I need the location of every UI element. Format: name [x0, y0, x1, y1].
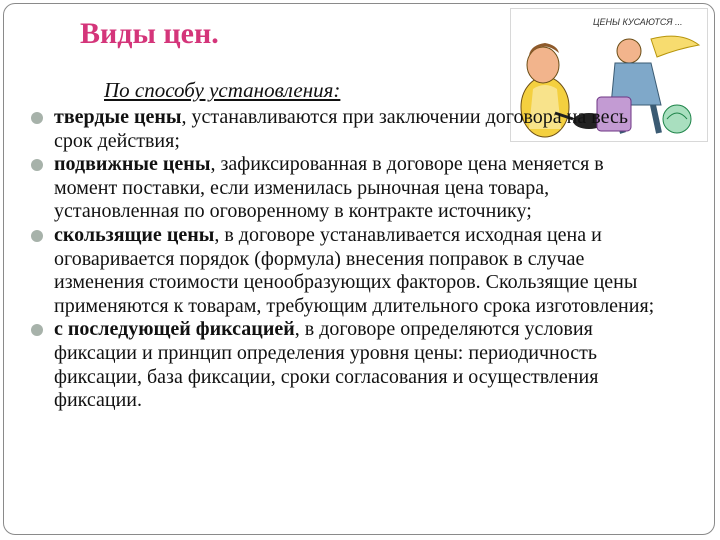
bullet-marker [31, 230, 43, 242]
list-item [28, 318, 668, 412]
list-item [28, 153, 668, 224]
bullet-term: подвижные цены [54, 153, 211, 176]
bullet-term: скользящие цены [54, 223, 215, 246]
bullet-term: твердые цены [54, 106, 182, 128]
slide-subtitle: По способу установления: [104, 78, 341, 102]
bullet-marker [31, 324, 43, 336]
list-item [28, 106, 668, 153]
cartoon-caption: ЦЕНЫ КУСАЮТСЯ ... [593, 17, 683, 27]
bullet-term: с последующей фиксацией [54, 318, 295, 341]
slide-title: Виды цен. [80, 17, 219, 50]
list-item [28, 224, 668, 318]
bullet-text: , зафиксированная в договоре цена меняется в момент поставки, если изменилась рыночная цена товара, установленная по оговоренному в контракте источнику; [54, 153, 604, 223]
bullet-text: , в договоре устанавливается исходная цена и оговаривается порядок (формула) внесения поправок в случае изменения стоимости ценообразующих факторов. Скользящие цены применяются к товарам, требующим длительного срока изготовления; [54, 223, 655, 317]
bullet-marker [31, 112, 43, 124]
bullet-marker [31, 159, 43, 171]
bullet-text: , в договоре определяются условия фиксации и принцип определения уровня цены: периодичность фиксации, база фиксации, сроки согласования и осуществления фиксации. [54, 318, 599, 412]
bullet-text: , устанавливаются при заключении договора на весь срок действия; [54, 106, 628, 152]
bullet-list [28, 106, 668, 413]
